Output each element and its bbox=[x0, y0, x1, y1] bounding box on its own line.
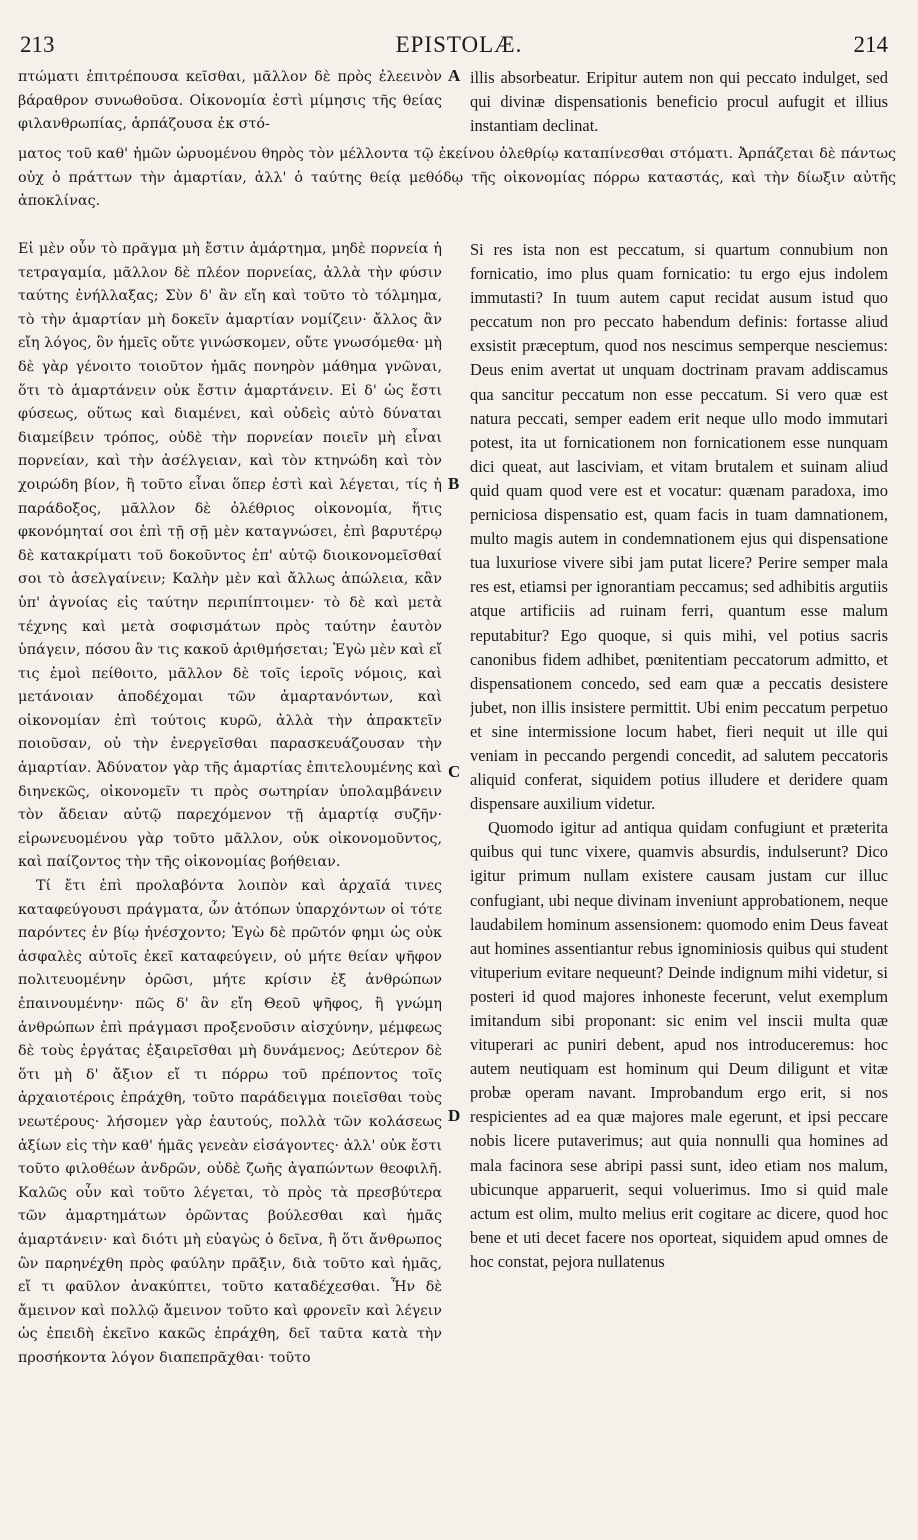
margin-marker-c: C bbox=[448, 762, 461, 781]
latin-top-lines: illis absorbeatur. Eripitur autem non qui peccato indulget, sed qui divinæ dispensationis beneficio procul aufugit et illius instantiam declinat. bbox=[470, 68, 888, 136]
running-header bbox=[0, 28, 918, 64]
greek-paragraph-2: Τί ἔτι ἐπὶ προλαβόντα λοιπὸν καὶ ἀρχαῖά τινες καταφεύγουσι πράγματα, ὧν ἀτόπων ὑπαρχόντων οἱ τότε παρόντες ἐν βίῳ ἠνέσχοντο; Ἐγὼ δὲ πρῶτόν φημι ὡς οὐκ ἀσφαλὲς αὐτοῖς ἐκεῖ καταφεύγειν, οὐ μήτε θείαν ψῆφον πολιτευομένην ὁρῶσι, μήτε κρίσιν ἐξ ἀνθρώπων ἐπαινουμένην· πῶς δ' ἂν εἴη Θεοῦ ψῆφος, ἢ γνώμη ἀνθρώπων ἐπὶ πράγμασι προξενοῦσιν αἰσχύνην, μέμφεως δὲ τοὺς ἐργάτας ἐξαιρεῖσθαι μὴ δυνάμενος; Δεύτερον δὲ ὅτι μὴ δ' ἄξιον εἴ τι πόρρω τοῦ πρέποντος τοῖς ἀρχαιοτέροις ἐπράχθη, τοῦτο παράδειγμα ποιεῖσθαι τοὺς νεωτέρους· λήσομεν γὰρ ἑαυτούς, πολλὰ τῶν κολάσεως ἀξίων εἰς τὴν καθ' ἡμᾶς γενεὰν εἰσάγοντες· ἀλλ' οὐκ ἔστι τοῦτο φιλοθέων ἀνδρῶν, οὐδὲ ζωῆς ἀγαπώντων θεοφιλῆ. Καλῶς οὖν καὶ τοῦτο λέγεται, τὸ πρὸς τὰ πρεσβύτερα τῶν ἁμαρτημάτων ὁρῶντας βούλεσθαι καὶ ἡμᾶς ἁμαρτάνειν· καὶ διότι μὴ εὐαγὼς ὁ δεῖνα, ἢ ὅτι ἄνθρωπος ὢν παρηνέχθη πρὸς φαύλην πρᾶξιν, διὰ τοῦτο καὶ ἡμᾶς, εἴ τι φαῦλον ἀνακύπτει, τοῦτο καταδέχεσθαι. Ἦν δὲ ἄμεινον καὶ πολλῷ ἄμεινον τοῦτο καὶ φρονεῖν καὶ λέγειν ὡς ἐπειδὴ ἐκεῖνο κακῶς ἐπράχθη, δεῖ ταῦτα κατὰ τὴν προσήκοντα λόγον διαπεπρᾶχθαι· τοῦτο bbox=[18, 878, 442, 1366]
greek-bridge-text: ματος τοῦ καθ' ἡμῶν ὠρυομένου θηρὸς τὸν μέλλοντα τῷ ἐκείνου ὀλεθρίῳ καταπίνεσθαι στόματι. Ἀρπάζεται δὲ πάντως οὐχ ὁ πράττων τὴν ἁμαρτίαν, ἀλλ' ὁ ταύτης θείᾳ μεθόδῳ τῆς οἰκονομίας πόρρω καταστάς, καὶ τὴν δίωξιν αὐτῆς ἀποκλίνας. bbox=[18, 146, 896, 210]
greek-paragraph-1: Εἰ μὲν οὖν τὸ πρᾶγμα μὴ ἔστιν ἁμάρτημα, μηδὲ πορνεία ἡ τετραγαμία, μᾶλλον δὲ πλέον πορνείας, ἀλλὰ τὴν φύσιν ταύτης ἐνήλλαξας; Σὺν δ' ἂν εἴη καὶ τοῦτο τὸ τόλμημα, τὸ τὴν ἁμαρτίαν μὴ δοκεῖν ἁμαρτίαν νομίζειν· ἄλλος ἂν εἴη λόγος, ὃν ἡμεῖς οὔτε γινώσκομεν, οὔτε γνωσόμεθα· μὴ δὲ γὰρ γένοιτο τοιοῦτον ἡμᾶς πονηρὸν μάθημα γνῶναι, ὅτι τὸ ἁμαρτάνειν οὐκ ἔστιν ἁμαρτάνειν. Εἰ δ' ὡς ἔστι φύσεως, οὕτως καὶ διαμένει, καὶ οὐδεὶς αὐτὸ δύναται διαμείβειν τρόπος, οὐδὲ τὴν πορνείαν ποιεῖν μὴ εἶναι πορνείαν, καὶ τὴν ἀσέλγειαν, καὶ τὸν κτηνώδη καὶ τὸν χοιρώδη βίον, ἢ τοῦτο εἶναι ὅπερ ἐστὶ καὶ λέγεται, τίς ἡ παράδοξος, μᾶλλον δὲ ὀλέθριος οἰκονομία, ἥτις φκονόμηταί σοι ἐπὶ τῇ σῇ μὲν καταγνώσει, ἐπὶ βαρυτέρῳ δὲ κατακρίματι τοῦ δοκοῦντος ἐπ' αὐτῷ διοικονομεῖσθαί σοι τὸ ἀσελγαίνειν; Καλὴν μὲν καὶ ἄλλως ἀπώλεια, κἂν ὑπ' ἀγνοίας εἰς ταύτην περιπίπτοιμεν· τὸ δὲ καὶ μετὰ τέχνης καὶ μετὰ σοφισμάτων πρὸς ταύτην ἑαυτὸν ὑπάγειν, πόσου ἂν τις κακοῦ ἀριθμήσεται; Ἐγὼ μὲν καὶ εἴ τις ἐμοὶ πείθοιτο, μᾶλλον δὲ τοῖς ἱεροῖς νόμοις, καὶ μετάνοιαν ἀποδέχομαι τῶν ἁμαρτανόντων, καὶ οἰκονομίαν ἐπὶ τούτοις κυρῶ, ἀλλὰ τὴν ἀπρακτεῖν ποιοῦσαν, οὐ τὴν ἐνεργεῖσθαι παρασκευάζουσαν τὴν ἁμαρτίαν. Ἀδύνατον γὰρ τῆς ἁμαρτίας ἐπιτελουμένης καὶ διηνεκῶς, οἰκονομεῖν τι πρὸς σωτηρίαν ὑπολαμβάνειν τὸν ἄδειαν αὐτῷ παρεχόμενον τῇ ἁμαρτίᾳ συζῆν· εἰρωνευομένου γὰρ τοῦτο μᾶλλον, οὐκ οἰκονομοῦντος, καὶ παίζοντος τὴν τῆς οἰκονομίας βοήθειαν. bbox=[18, 241, 442, 871]
greek-top-lines: πτώματι ἐπιτρέπουσα κεῖσθαι, μᾶλλον δὲ πρὸς ἐλεεινὸν βάραθρον συνωθοῦσα. Οἰκονομία ἐστὶ μίμησις τῆς θείας φιλανθρωπίας, ἁρπάζουσα ἐκ στό- bbox=[18, 69, 442, 133]
running-title: EPISTOLÆ. bbox=[395, 32, 523, 57]
greek-column bbox=[18, 238, 442, 1526]
latin-column bbox=[470, 238, 888, 1526]
page-number-left: 213 bbox=[20, 32, 55, 57]
latin-paragraph-2: Quomodo igitur ad antiqua quidam confugiunt et præterita quibus qui tunc vixere, quamvis absurdis, indulserunt? Dico igitur primum nullam existere causam justam cur illuc confugiant, ubi neque divinam inveniunt approbationem, neque laudabilem hominum assensionem: quomodo enim Deus faveat aut homines assentiantur rebus ignominiosis quibus qui student vituperium evitare nequeunt? Deinde indignum mihi videtur, si posteri id quod majores inhoneste fecerunt, velut exemplum imitandum sibi proponant: sic enim vel inscii multa quæ vituperari ac puniri debent, apud nos introduceremus: hoc autem neutiquam est hominum qui Deum diligunt et vitæ probæ operam navant. Improbandum ergo erit, si nos respicientes ad ea quæ majores male egerunt, et ipsi peccare nobis licere putaverimus; aut quia nonnulli qua homines ad mala facinora sese abripi passi sunt, ideo etiam nos malum, ubicunque apparuerit, sequi voluerimus. Imo si quid male actum est olim, multo melius erit cogitare ac dicere, quod hoc bene et uti decet facere nos oporteat, siquidem apud omnes de hoc constat, pejora nullatenus bbox=[470, 818, 888, 1271]
margin-marker-d: D bbox=[448, 1106, 461, 1125]
latin-paragraph-1: Si res ista non est peccatum, si quartum connubium non fornicatio, imo plus quam fornicatio: tu ergo ejus indolem immutasti? In tuum autem caput recidat ausum istud quo peccatum non pro peccato habendum definis: fortasse aliud exsistit præceptum, quod nos nescimus semperque nesciemus: Deus enim avertat ut unquam doctrinam pravam addiscamus qua sancitur peccatum non esse peccatum. Si vero quæ est natura peccati, semper eadem erit neque ullo modo immutari potest, ita ut fornicationem non fornicationem esse nunquam dici queat, aut lasciviam, et vitam brutalem et suinam aliud quid quam quod vere est et vocatur: quænam paradoxa, imo perniciosa dispensatio est, quam facis in tuam damnationem, multo magis autem in condemnationem ejus qui dispensatione tua luxuriose vivere sibi jam putat licere? Perire semper mala res est, etiamsi per ignorantiam peccamus; sed adhibitis argutiis atque artificiis ad ruinam ferri, quantum esse malum reputabitur? Ego quoque, si quis mihi, vel potius sacris canonibus fidem adhibet, pœnitentiam peccatorum admitto, et dispensationem concedo, sed eam quæ a peccatis desistere jubet, non illis insistere permittit. Ubi enim peccatum perpetuo et sine intermissione locum habet, fieri nequit ut ille qui veniam in peccando pergendi concedit, ad salutem peccatoris aliquid conferat, siquidem potius illudere et deridere quam dispensare auxilium videtur. bbox=[470, 240, 888, 814]
margin-marker-a: A bbox=[448, 66, 461, 85]
page-number-right: 214 bbox=[853, 32, 888, 57]
latin-column-top bbox=[470, 66, 888, 138]
margin-marker-b: B bbox=[448, 474, 460, 493]
greek-column-top bbox=[18, 66, 442, 138]
